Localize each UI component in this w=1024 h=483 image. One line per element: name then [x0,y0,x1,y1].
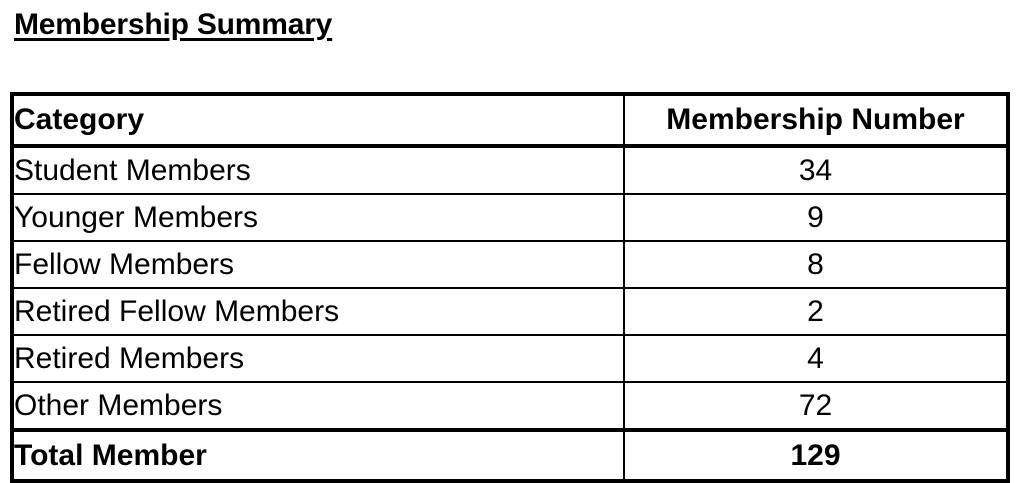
table-total-row [12,430,1008,481]
cell-category: Retired Members [12,335,624,382]
table-row [12,382,1008,430]
cell-category: Fellow Members [12,241,624,288]
cell-membership-number: 2 [624,288,1008,335]
cell-membership-number: 9 [624,194,1008,241]
cell-membership-number: 4 [624,335,1008,382]
column-header-category: Category [12,94,624,146]
table-body [12,146,1008,481]
cell-total-number: 129 [624,430,1008,481]
table-row [12,335,1008,382]
table-row [12,288,1008,335]
page-title: Membership Summary [14,8,333,41]
cell-category: Other Members [12,382,624,430]
table-row [12,146,1008,194]
column-header-membership-number: Membership Number [624,94,1008,146]
cell-membership-number: 34 [624,146,1008,194]
table-header-row [12,94,1008,146]
table-header [12,94,1008,146]
cell-membership-number: 8 [624,241,1008,288]
table-row [12,194,1008,241]
cell-category: Retired Fellow Members [12,288,624,335]
cell-category: Younger Members [12,194,624,241]
table-row [12,241,1008,288]
membership-summary-table-container [10,92,1010,483]
cell-category: Student Members [12,146,624,194]
membership-summary-table [10,92,1010,483]
cell-membership-number: 72 [624,382,1008,430]
cell-total-label: Total Member [12,430,624,481]
